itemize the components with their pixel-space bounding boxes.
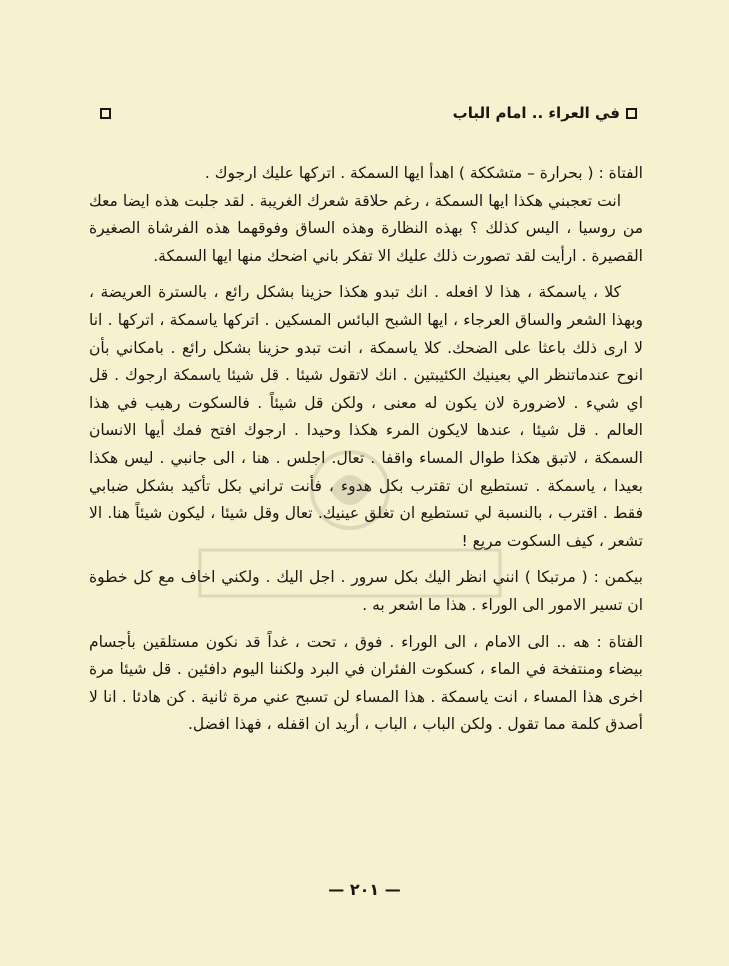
dialogue-paragraph bbox=[89, 629, 643, 739]
dialogue-paragraph bbox=[89, 279, 643, 555]
speaker-label: بيكمن : bbox=[593, 568, 643, 587]
paragraph-text: انت تعجبني هكذا ايها السمكة ، رغم حلاقة شعرك الغريبة . لقد جلبت هذه ايضا معك من روسيا ، اليس كذلك ؟ بهذه النظارة وهذه الساق وفوقهما هذه الفرشاة الصغيرة القصيرة . ارأيت لقد تصورت ذلك عليك الا تفكر باني اضحك منها ايها السمكة. bbox=[89, 191, 643, 265]
square-bullet-icon bbox=[100, 108, 111, 119]
paragraph-text: هه .. الى الامام ، الى الوراء . فوق ، تحت ، غداً قد نكون مستلقين بأجسام بيضاء ومنتفخة في الماء ، كسكوت الفئران في البرد ولكننا اليوم دافئين . قل شيئا مرة اخرى هذا المساء ، انت ياسمكة . هذا المساء لن تسبح عني مرة ثانية . كن هادئا . انا لا أصدق كلمة مما تقول . ولكن الباب ، الباب ، أريد ان اقفله ، فهذا افضل. bbox=[89, 632, 643, 734]
paragraph-text: ( بحرارة – متشككة ) اهدأ ايها السمكة . اتركها عليك ارجوك . bbox=[204, 164, 594, 182]
scene-header bbox=[100, 104, 637, 122]
speaker-label: الفتاة : bbox=[596, 632, 643, 651]
page-number: — ٢٠١ — bbox=[328, 880, 401, 899]
square-bullet-icon bbox=[626, 108, 637, 119]
paragraph-text: كلا ، ياسمكة ، هذا لا افعله . انك تبدو هكذا حزينا بشكل رائع ، بالسترة العريضة ، وبهذا الشعر والساق العرجاء ، ايها الشبح البائس المسكين . اتركها ياسمكة ، اتركها . انا لا ارى ذلك باعثا على الضحك. كلا ياسمكة ، انت تبدو حزينا بشكل رائع . بامكاني بأن انوح عندماتنظر الي بعينيك الكئيبتين . انك لاتقول شيئا . قل شيئا ياسمكة ارجوك . قل اي شيء . لاضرورة لان يكون له معنى ، ولكن قل شيئاً . فالسكوت رهيب في هذا العالم . قل شيئا ، عندها لايكون المرء هكذا وحيدا . ارجوك افتح فمك أيها الانسان السمكة ، لاتبق هكذا طوال المساء واقفا . تعال. اجلس . هنا ، الى جانبي . ليس هكذا بعيدا ، ياسمكة . تستطيع ان تقترب بكل هدوء ، فأنت تراني بكل تأكيد بشكل ضبابي فقط . اقترب ، بالنسبة لي تستطيع ان تغلق عينيك. تعال وقل شيئا ، ليكون شيئاً هنا. الا تشعر ، كيف السكوت مريع ! bbox=[89, 283, 643, 550]
speaker-label: الفتاة : bbox=[598, 164, 643, 182]
scene-title: في العراء .. امام الباب bbox=[452, 104, 620, 122]
dialogue-text bbox=[89, 160, 643, 739]
dialogue-paragraph bbox=[89, 160, 643, 188]
dialogue-paragraph bbox=[89, 188, 643, 271]
dialogue-paragraph bbox=[89, 564, 643, 619]
paragraph-text: ( مرتبكا ) انني انظر اليك بكل سرور . اجل اليك . ولكني اخاف مع كل خطوة ان تسير الامور الى الوراء . هذا ما اشعر به . bbox=[89, 568, 643, 614]
